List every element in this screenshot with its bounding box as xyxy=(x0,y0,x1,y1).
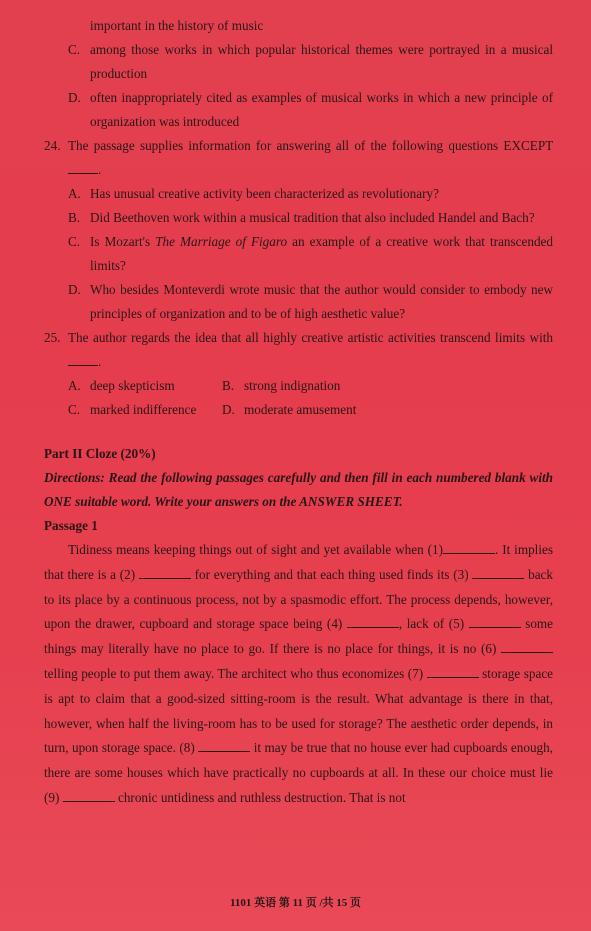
option-letter: B. xyxy=(222,378,235,393)
option-letter: C. xyxy=(68,402,81,417)
q24-option-b xyxy=(44,206,553,230)
passage-text: , lack of (5) xyxy=(398,616,465,632)
option-text: deep skepticism xyxy=(90,378,175,393)
passage-text: back to its place by a continuous process, not by a spasmodic effort. The process depends, however, upon the drawer, cupboard and storage space being (4) xyxy=(44,566,554,632)
q23-option-d xyxy=(44,86,553,134)
option-letter: B. xyxy=(68,210,81,225)
passage-text: it may be true that no house ever had cupboards enough, there are some houses which have practically no cupboards at all. In these our choice must lie (9) xyxy=(44,740,554,805)
option-letter: C. xyxy=(68,42,81,57)
option-text: Has unusual creative activity been characterized as revolutionary? xyxy=(90,186,439,201)
answer-blank xyxy=(68,353,98,366)
blank-5 xyxy=(469,615,521,628)
answer-blank xyxy=(68,161,98,174)
part-ii-title: Part II Cloze (20%) xyxy=(44,446,156,461)
q23-option-c xyxy=(44,38,553,86)
work-title: The Marriage of Figaro xyxy=(155,234,288,249)
q25-options-row-2 xyxy=(44,398,553,422)
question-number: 24. xyxy=(44,138,61,153)
question-stem: The passage supplies information for answering all of the following questions EXCEPT xyxy=(68,138,553,153)
passage-text: . It implies that there is a (2) xyxy=(44,542,553,582)
page-footer: 1101 英语 第 11 页 /共 15 页 xyxy=(229,897,362,909)
q23-b-tail-text: important in the history of music xyxy=(90,18,264,33)
option-text: strong indignation xyxy=(244,378,341,393)
blank-9 xyxy=(63,789,115,802)
option-text-pre: Is Mozart's xyxy=(90,234,151,249)
option-text: marked indifference xyxy=(90,402,197,417)
option-letter: D. xyxy=(222,402,235,417)
blank-4 xyxy=(347,615,399,628)
question-stem: The author regards the idea that all highly creative artistic activities transcend limits with xyxy=(68,330,553,345)
option-text: among those works in which popular historical themes were portrayed in a musical production xyxy=(90,42,553,81)
passage-text: storage space is apt to claim that a good-sized sitting-room is the result. What advantage is there in that, however, when half the living-room has to be used for storage? The aesthetic order depends, in turn, upon storage space. (8) xyxy=(44,665,554,756)
directions-emphasis: ANSWER SHEET. xyxy=(299,494,403,509)
passage-text: chronic untidiness and ruthless destruction. That is not xyxy=(117,789,406,805)
question-24: 24. The passage supplies information for answering all of the following questions EXCEPT . xyxy=(44,134,553,182)
passage-1-text xyxy=(44,538,553,811)
q24-option-a xyxy=(44,182,553,206)
option-text-post: an example of a creative work that transcended limits? xyxy=(90,234,553,273)
directions-text: suitable word. Write your answers on the xyxy=(75,494,297,509)
passage-text: Tidiness means keeping things out of sight and yet available when (1) xyxy=(68,542,443,557)
directions-text: Directions: Read the following passages carefully and then fill in each numbered blank with xyxy=(44,470,553,485)
blank-1 xyxy=(443,541,495,554)
blank-2 xyxy=(139,566,191,579)
blank-6 xyxy=(501,640,553,653)
passage-text: telling people to put them away. The architect who thus economizes (7) xyxy=(44,665,424,681)
question-number: 25. xyxy=(44,330,61,345)
q25-options-row-1 xyxy=(44,374,553,398)
q24-option-d xyxy=(44,278,553,326)
cloze-directions xyxy=(44,466,553,514)
option-text: moderate amusement xyxy=(244,402,357,417)
option-letter: A. xyxy=(68,186,81,201)
option-text: Did Beethoven work within a musical tradition that also included Handel and Bach? xyxy=(90,210,535,225)
option-text: Who besides Monteverdi wrote music that the author would consider to embody new principles of organization and to be of high aesthetic value? xyxy=(90,282,553,321)
blank-7 xyxy=(427,665,479,678)
blank-8 xyxy=(198,739,250,752)
option-letter: D. xyxy=(68,282,81,297)
passage-title: Passage 1 xyxy=(44,518,98,533)
q24-option-c xyxy=(44,230,553,278)
q23-option-b-tail xyxy=(44,14,553,38)
option-text: often inappropriately cited as examples of musical works in which a new principle of organization was introduced xyxy=(90,90,553,129)
directions-emphasis: ONE xyxy=(44,494,72,509)
option-letter: D. xyxy=(68,90,81,105)
option-letter: C. xyxy=(68,234,81,249)
passage-text: for everything and that each thing used finds its (3) xyxy=(194,566,469,582)
option-letter: A. xyxy=(68,378,81,393)
blank-3 xyxy=(472,566,524,579)
question-25: 25. The author regards the idea that all highly creative artistic activities transcend limits with . xyxy=(44,326,553,374)
passage-text: some things may literally have no place to go. If there is no place for things, it is no (6) xyxy=(44,616,554,657)
